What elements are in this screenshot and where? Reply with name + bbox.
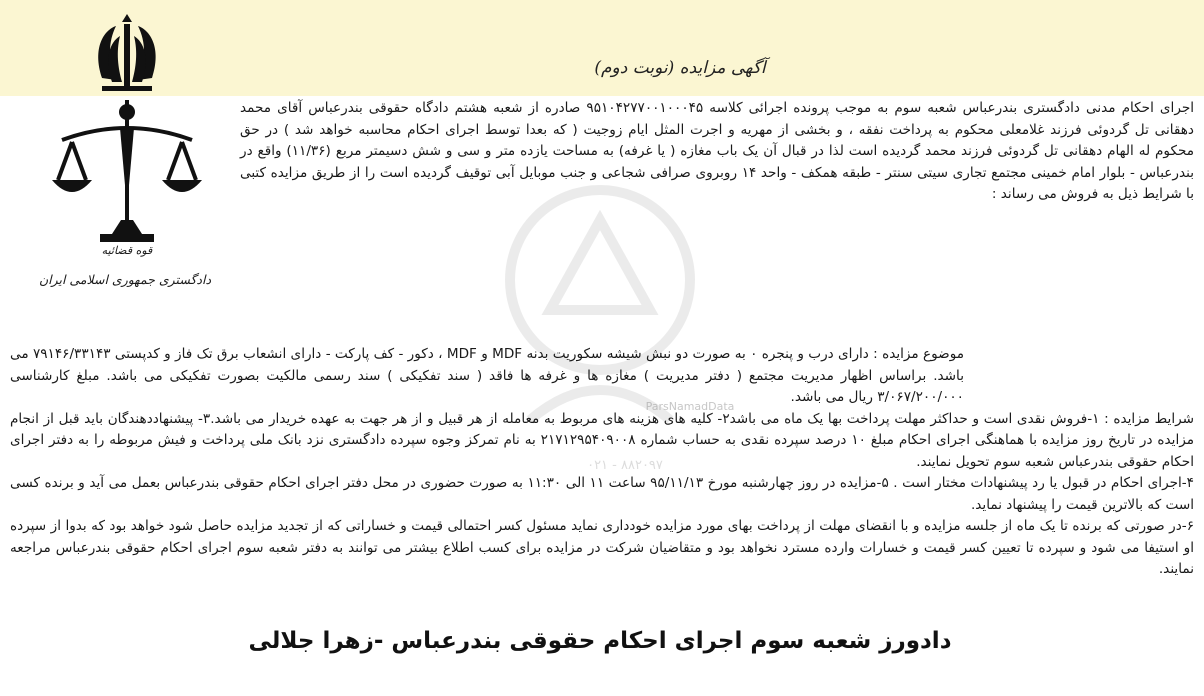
notice-body	[10, 344, 1194, 612]
paragraph-rule-4-5: ۴-اجرای احکام در قبول یا رد پیشنهادات مختار است . ۵-مزایده در روز چهارشنبه مورخ ۹۵/۱۱/۱۳ ساعت ۱۱ الی ۱۱:۳۰ به صورت حضوری در محل دفتر اجرای احکام حقوقی بندرعباس بعمل می آید و برنده کسی است که بالاترین قیمت را پیشنهاد نماید.	[10, 475, 1194, 513]
watermark-phone: ۰۲۱ - ۸۸۲۰۹۷	[587, 458, 663, 473]
paragraph-conditions: شرایط مزایده : ۱-فروش نقدی است و حداکثر مهلت پرداخت بها یک ماه می باشد۲- کلیه های هزینه های مربوط به معامله از هر قبیل و از هر جهت به عهده خریدار می باشد.۳- پیشنهاددهندگان باید قبل از انجام مزایده در تاریخ روز مزایده با هماهنگی اجرای احکام مبلغ ۱۰ درصد سپرده نقدی به حساب شماره ۲۱۷۱۲۹۵۴۰۹۰۰۸ به نام تمرکز وجوه سپرده دادگستری نزد بانک ملی پرداخت و فیش مربوطه را به دفتر اجرای احکام حقوقی بندرعباس شعبه سوم تحویل نمایند.	[10, 410, 1195, 470]
iran-emblem-icon	[42, 8, 212, 248]
notice-title: آگهی مزایده (نوبت دوم)	[594, 58, 766, 78]
watermark-brand: ParsNamadData	[645, 400, 735, 413]
notice-intro	[240, 98, 1194, 344]
paragraph-intro: اجرای احکام مدنی دادگستری بندرعباس شعبه سوم به موجب پرونده اجرائی کلاسه ۹۵۱۰۴۲۷۷۰۰۱۰۰۰۴۵ صادره از شعبه هشتم دادگاه حقوقی بندرعباس آقای محمد دهقانی تل گردوئی فرزند غلامعلی محکوم به پرداخت نفقه ، و بخشی از مهریه و اجرت المثل ایام زوجیت ( که بعدا توسط اجرای احکام محاسبه خواهد شد ) در حق محکوم له الهام دهقانی تل گردوئی فرزند محمد گردیده است لذا در قبال آن یک باب مغازه ( یا غرفه) به مساحت یازده متر و سی و شش دسیمتر مربع (۱۱/۳۶) واقع در بندرعباس - بلوار امام خمینی مجتمع تجاری سیتی سنتر - طبقه همکف - واحد ۱۴ روبروی صرافی شجاعی و جنب موبایل آبی توقیف گردیده است را از طریق مزایده کتبی با شرایط ذیل به فروش می رساند :	[240, 100, 1195, 202]
judiciary-name: قوه قضائیه	[101, 244, 153, 257]
paragraph-subject: موضوع مزایده : دارای درب و پنجره ۰ به صورت دو نبش شیشه سکوریت بدنه MDF و MDF ، دکور - کف پارکت - دارای انشعاب برق تک فاز و کدپستی ۷۹۱۴۶/۳۳۱۴۳ می باشد. براساس اظهار مدیریت مجتمع ( دفتر مدیریت ) مغازه ها و غرفه ها فاقد ( سند تفکیکی ) سند رسمی مالکیت بصورت تفکیکی می باشد. مبلغ کارشناسی ۳/۰۶۷/۲۰۰/۰۰۰ ریال می باشد.	[10, 346, 965, 405]
signature-line: دادورز شعبه سوم اجرای احکام حقوقی بندرعباس -زهرا جلالی	[248, 628, 952, 654]
paragraph-rule-6: ۶-در صورتی که برنده تا یک ماه از جلسه مزایده و با انقضای مهلت از پرداخت بهای مورد مزایده خودداری نماید مسئول کسر احتمالی قیمت و خساراتی که از تجدید مزایده حاصل شود خواهد بود که بدوا از سپرده او استیفا می شود و سپرده تا تعیین کسر قیمت و خسارات وارده مسترد نخواهد بود و متقاضیان شرکت در مزایده برای کسب اطلاع بیشتر می توانند به دفتر شعبه سوم اجرای احکام حقوقی بندرعباس مراجعه نمایند.	[10, 518, 1194, 577]
judiciary-subtitle: دادگستری جمهوری اسلامی ایران	[38, 272, 212, 287]
